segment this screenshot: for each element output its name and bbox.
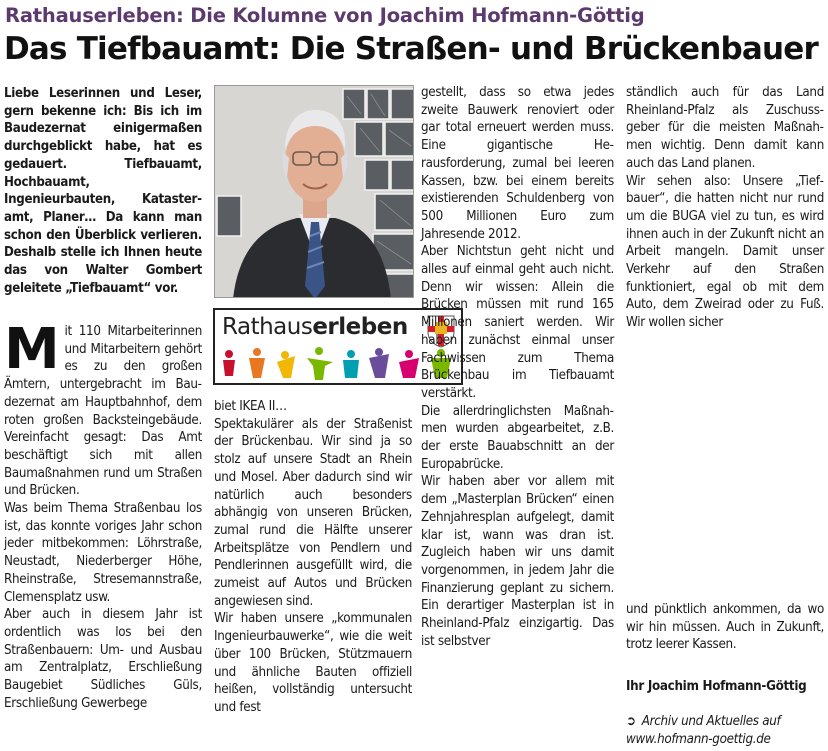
- author-photo-illustration: [215, 86, 414, 298]
- logo-wordmark: [222, 314, 408, 340]
- paragraph: Aber Nichtstun geht nicht und alles auf einmal geht auch nicht. Denn wir wissen: Allein die Brücken müssen mit rund 165 Millionen saniert werden. Wir haben zunächst einmal unser Fachwissen zum Thema Brückenbau im Tiefbauamt verstärkt.: [421, 244, 614, 401]
- column-kicker: Rathauserleben: Die Kolumne von Joachim Hofmann-Göttig: [5, 4, 645, 27]
- arrow-icon: ➲: [626, 714, 636, 729]
- paragraph: Was beim Thema Straßenbau los ist, das konnte voriges Jahr schon jeder mitbekommen: Löhrstraße, Neustadt, Niederberger Höhe, Rheinstraße, Stresemannstraße, Clemensplatz usw.: [4, 501, 202, 605]
- paragraph: gestellt, dass so etwa jedes zweite Bauwerk renoviert oder gar total erneuert werden muss. Eine gigantische Herausforderung, zumal bei leeren Kassen, bzw. bei einem bereits existierenden Schuldenberg von 500 Millionen Euro zum Jahresende 2012.: [421, 85, 614, 242]
- paragraph: Spektakulärer als der Straßenist der Brückenbau. Wir sind ja so stolz auf unsere Stadt an Rhein und Mosel. Aber dadurch sind wir natürlich auch besonders abhängig von unseren Brücken, zumal rund die Hälfte unserer Arbeitsplätze von Pendlern und Pendlerinnen ausgefüllt wird, die zumeist auf Autos und Brücken angewiesen sind.: [214, 416, 412, 609]
- archive-label: Archiv und Aktuelles auf: [641, 714, 781, 729]
- archive-note: [626, 713, 780, 748]
- column-1: [4, 317, 202, 712]
- drop-cap: M: [4, 317, 60, 382]
- paragraph: Aber auch in diesem Jahr ist ordentlich was los bei den Straßenbauern: Um- und Ausbau am Zentralplatz, Erschließung Baugebiet Südliches Güls, Erschließung Gewerbege: [4, 607, 202, 711]
- paragraph: biet IKEA II…: [214, 399, 287, 414]
- column-2: [214, 398, 412, 717]
- author-photo: [214, 85, 414, 298]
- paragraph: Wir haben aber vor allem mit dem „Masterplan Brücken“ einen Zehnjahresplan aufgelegt, damit klar ist, wann was dran ist. Zugleich haben wir uns damit vorgenommen, in jedem Jahr die Finanzierung geplant zu sichern. Ein derartiger Masterplan ist in Rheinland-Pfalz einzigartig. Das ist selbstver: [421, 474, 614, 649]
- author-signature: Ihr Joachim Hofmann-Göttig: [626, 679, 807, 694]
- paragraph: Die allerdringlichsten Maßnahmen wurden abgearbeitet, z.B. der erste Bauabschnitt an der Europabrücke.: [421, 403, 614, 472]
- paragraph: und pünktlich ankommen, da wo wir hin müssen. Auch in Zukunft, trotz leerer Kassen.: [626, 602, 824, 653]
- paragraph-text: it 110 Mitarbeiterinnen und Mitarbeitern gehört es zu den großen Ämtern, untergebracht im Baudezernat am Hauptbahnhof, dem roten großen Backsteingebäude. Vereinfacht gesagt: Das Amt beschäftigt sich mit allen Baumaßnahmen rund um Straßen und Brücken.: [4, 324, 202, 499]
- logo-text-regular: Rathaus: [222, 314, 313, 340]
- paragraph: Wir haben unsere „kommunalen Ingenieurbauwerke“, wie die weit über 100 Brücken, Stützmauern und ähnliche Bauten offiziell heißen, vollständig untersucht und fest: [214, 611, 412, 715]
- intro-paragraph: [4, 85, 202, 297]
- column-4: [626, 84, 824, 332]
- column-3: [421, 84, 614, 651]
- archive-line: [626, 713, 780, 731]
- paragraph: [4, 317, 202, 500]
- column-4-continued: [626, 601, 824, 654]
- intro-text: Liebe Leserinnen und Leser, gern bekenne ich: Bis ich im Baudezernat einigermaßen durchgeblickt habe, hat es gedauert. Tiefbauamt, Hochbauamt, Ingenieurbauten, Katasteramt, Planer… Da kann man schon den Überblick verlieren. Deshalb stelle ich Ihnen heute das von Walter Gombert geleitete „Tiefbauamt“ vor.: [4, 86, 202, 296]
- article-headline: Das Tiefbauamt: Die Straßen- und Brückenbauer: [4, 31, 819, 67]
- paragraph: ständlich auch für das Land Rheinland-Pfalz als Zuschussgeber für die meisten Maßnahmen wichtig. Denn damit kann auch das Land planen.: [626, 85, 824, 171]
- website-link[interactable]: www.hofmann-goettig.de: [626, 731, 771, 747]
- paragraph: Wir sehen also: Unsere „Tiefbauer“, die hatten nicht nur rund um die BUGA viel zu tun, es wird ihnen auch in der Zukunft nicht an Arbeit mangeln. Damit unser Verkehr auf den Straßen funktioniert, egal ob mit dem Auto, dem Zweirad oder zu Fuß. Wir wollen sicher: [626, 173, 824, 331]
- logo-text-bold: erleben: [312, 314, 408, 340]
